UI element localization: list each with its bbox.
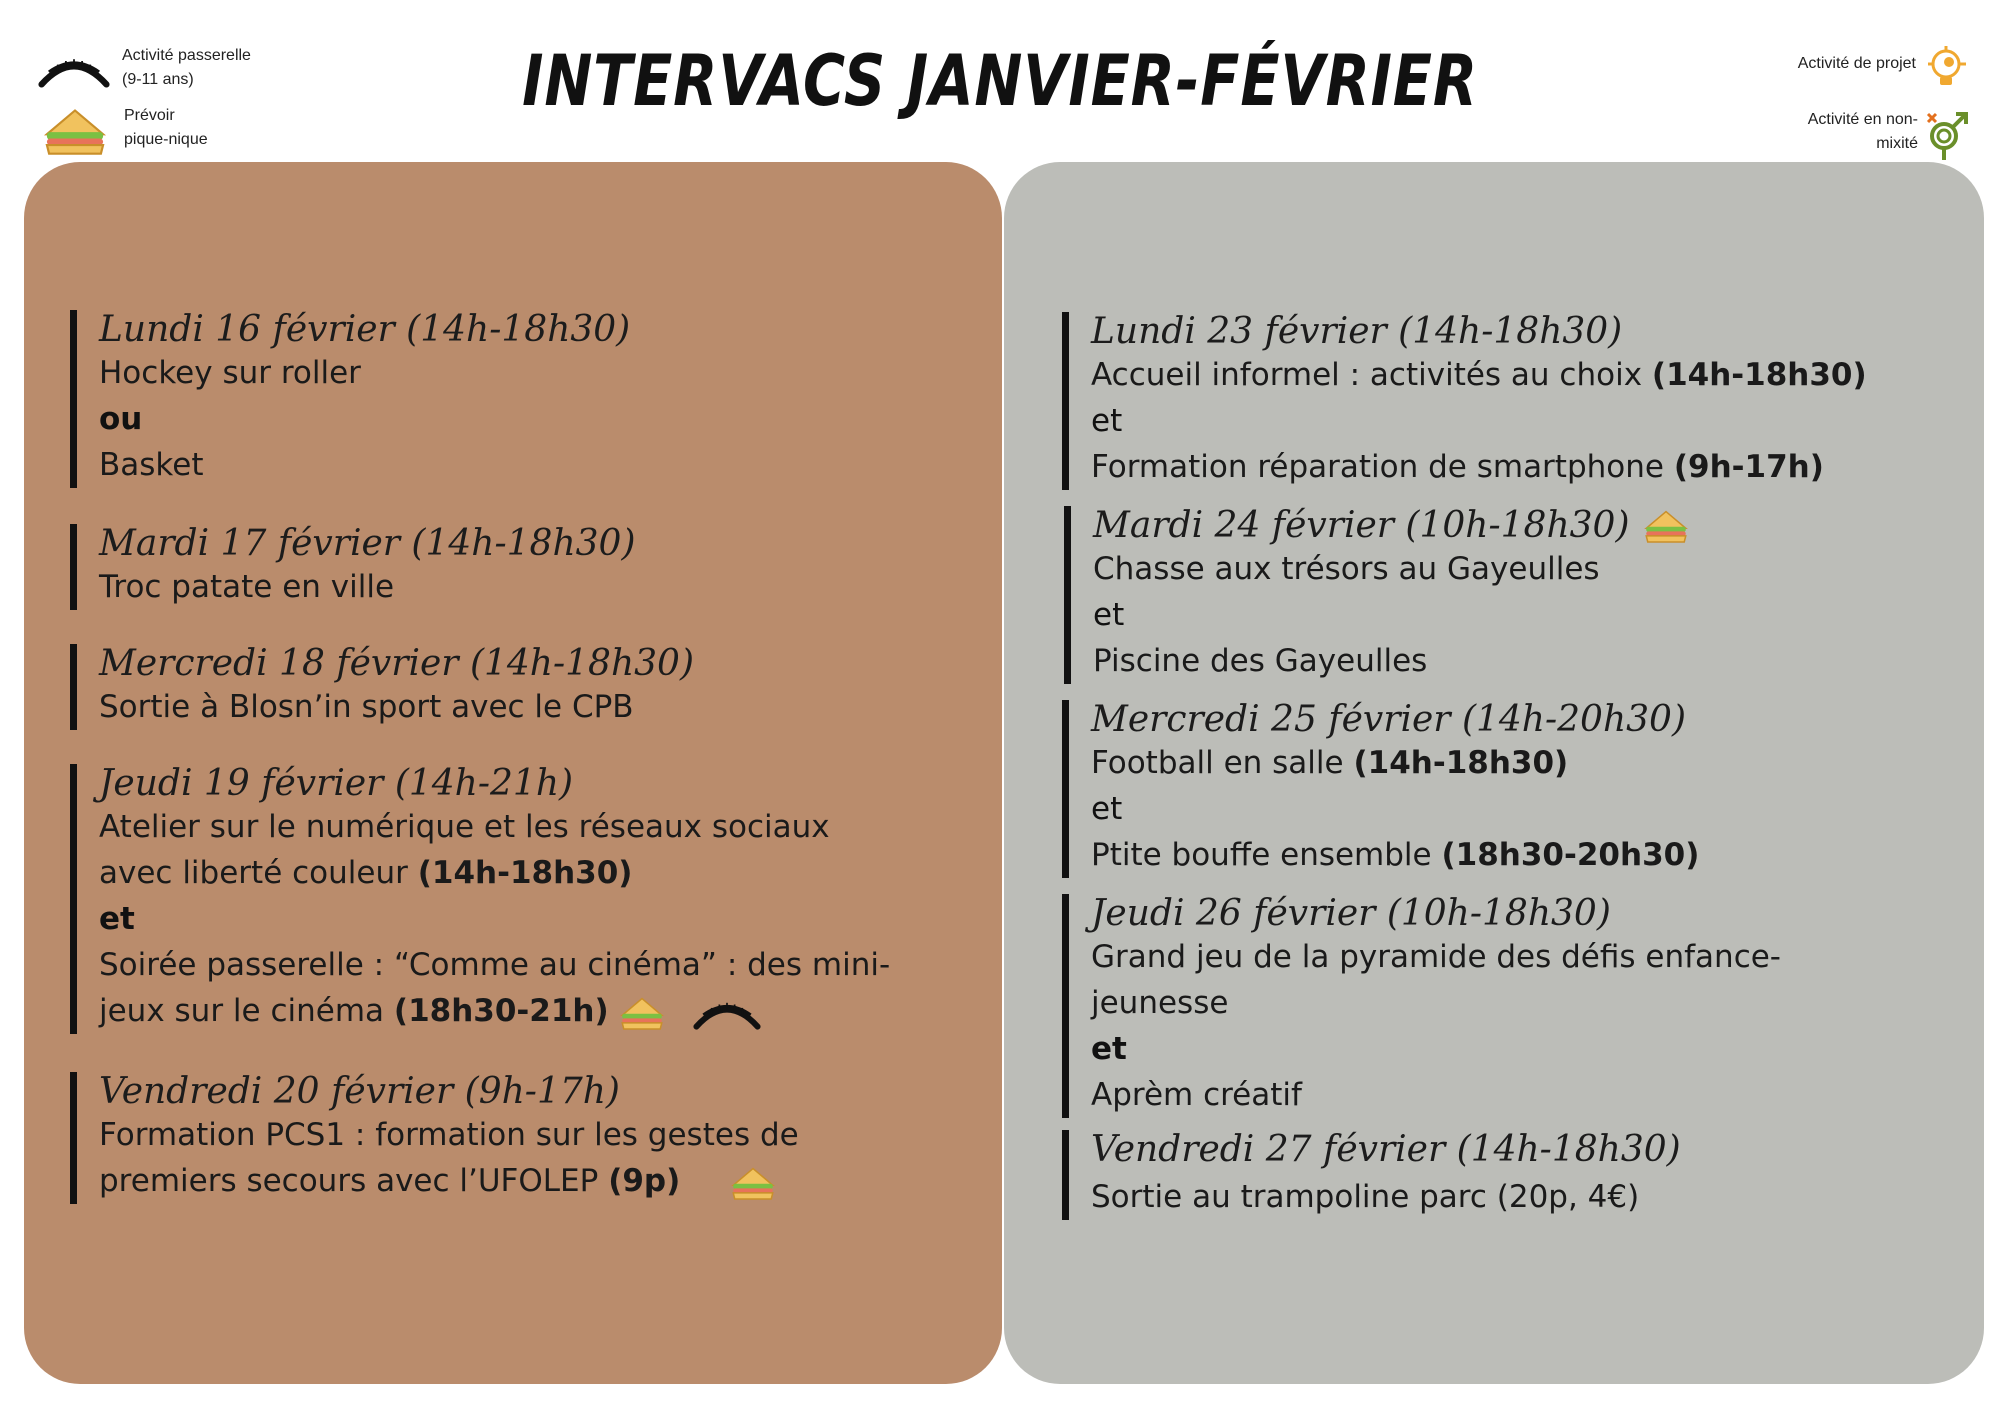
activity-line: Hockey sur roller — [99, 355, 361, 391]
activity-text: Formation réparation de smartphone — [1091, 449, 1674, 485]
legend-piquenique-label: Prévoir pique-nique — [124, 107, 208, 148]
activity-line — [99, 850, 890, 896]
activity-hours: (9p) — [608, 1163, 681, 1199]
activity-line — [1091, 352, 1867, 398]
day-title: Vendredi 27 février (14h-18h30) — [1091, 1129, 1681, 1170]
legend-passerelle — [38, 44, 251, 92]
activity-line: Basket — [99, 447, 204, 483]
activity-text: jeux sur le cinéma — [99, 993, 394, 1029]
activity-line: Sortie au trampoline parc (20p, 4€) — [1091, 1179, 1640, 1215]
sandwich-icon — [1643, 507, 1689, 545]
legend-projet-label: Activité de projet — [1797, 55, 1916, 72]
activity-hours: (18h30-20h30) — [1441, 837, 1700, 873]
activity-line: Aprèm créatif — [1091, 1077, 1302, 1113]
legend-nonmixite-label: Activité en non- mixité — [1807, 111, 1918, 152]
conjunction: ou — [99, 401, 143, 437]
bridge-icon — [692, 996, 762, 1030]
activity-text: Football en salle — [1091, 745, 1354, 781]
day-lundi-23 — [1062, 312, 1867, 490]
legend-projet — [1798, 52, 1972, 94]
conjunction: et — [1093, 597, 1125, 633]
activity-line — [1091, 740, 1699, 786]
conjunction: et — [1091, 1031, 1127, 1067]
day-lundi-16 — [70, 310, 630, 488]
day-vendredi-27 — [1062, 1130, 1681, 1220]
activity-line — [99, 1158, 799, 1204]
gender-symbol-icon — [1922, 108, 1972, 162]
day-title-text: Mardi 24 février (10h-18h30) — [1093, 505, 1630, 546]
legend-passerelle-label: Activité passerelle (9-11 ans) — [122, 47, 251, 88]
activity-line — [99, 988, 890, 1034]
activity-line: Formation PCS1 : formation sur les gestes de — [99, 1117, 799, 1153]
day-title: Mardi 17 février (14h-18h30) — [99, 523, 636, 564]
activity-hours: (9h-17h) — [1673, 449, 1824, 485]
sandwich-icon — [42, 104, 108, 158]
day-mercredi-25 — [1062, 700, 1699, 878]
conjunction: et — [1091, 403, 1123, 439]
bridge-icon — [38, 52, 110, 88]
day-mardi-24 — [1064, 506, 1689, 684]
activity-text: avec liberté couleur — [99, 855, 418, 891]
legend-piquenique — [42, 104, 208, 158]
activity-line — [1091, 444, 1867, 490]
day-vendredi-20 — [70, 1072, 799, 1204]
activity-line: Piscine des Gayeulles — [1093, 643, 1428, 679]
activity-line: Chasse aux trésors au Gayeulles — [1093, 551, 1600, 587]
sandwich-icon — [730, 1164, 776, 1202]
conjunction: et — [1091, 791, 1123, 827]
day-mardi-17 — [70, 524, 635, 610]
day-title: Mercredi 25 février (14h-20h30) — [1091, 699, 1687, 740]
activity-text: Ptite bouffe ensemble — [1091, 837, 1442, 873]
page-title: INTERVACS JANVIER-FÉVRIER — [522, 40, 1478, 122]
day-title: Jeudi 19 février (14h-21h) — [99, 763, 574, 804]
conjunction: et — [99, 901, 135, 937]
day-title — [1093, 506, 1689, 546]
activity-line: Troc patate en ville — [99, 569, 395, 605]
day-title: Vendredi 20 février (9h-17h) — [99, 1071, 620, 1112]
legend-nonmixite — [1808, 108, 1972, 162]
activity-hours: (14h-18h30) — [417, 855, 633, 891]
activity-line: Atelier sur le numérique et les réseaux sociaux — [99, 809, 830, 845]
activity-text: premiers secours avec l’UFOLEP — [99, 1163, 609, 1199]
activity-line: jeunesse — [1091, 985, 1229, 1021]
day-jeudi-26 — [1062, 894, 1781, 1118]
activity-hours: (14h-18h30) — [1353, 745, 1569, 781]
sandwich-icon — [619, 994, 665, 1032]
day-title: Lundi 16 février (14h-18h30) — [99, 309, 631, 350]
activity-hours: (14h-18h30) — [1651, 357, 1867, 393]
activity-line: Soirée passerelle : “Comme au cinéma” : des mini- — [99, 947, 891, 983]
activity-line: Grand jeu de la pyramide des défis enfance- — [1091, 939, 1781, 975]
day-title: Mercredi 18 février (14h-18h30) — [99, 643, 695, 684]
activity-text: Accueil informel : activités au choix — [1091, 357, 1652, 393]
activity-line — [1091, 832, 1699, 878]
day-mercredi-18 — [70, 644, 694, 730]
day-jeudi-19 — [70, 764, 890, 1034]
day-title: Jeudi 26 février (10h-18h30) — [1091, 893, 1611, 934]
activity-line: Sortie à Blosn’in sport avec le CPB — [99, 689, 634, 725]
lightbulb-icon — [1922, 44, 1972, 94]
activity-hours: (18h30-21h) — [393, 993, 609, 1029]
day-title: Lundi 23 février (14h-18h30) — [1091, 311, 1623, 352]
